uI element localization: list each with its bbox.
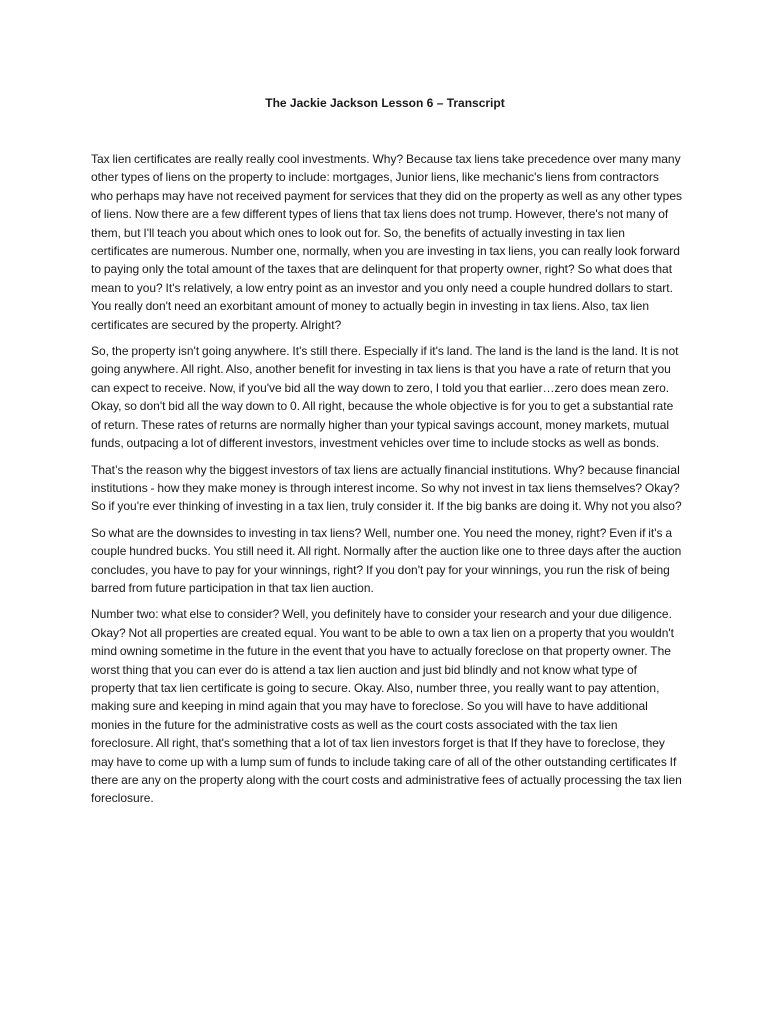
paragraph-1: Tax lien certificates are really really cool investments. Why? Because tax liens take precedence over many many other types of liens on the property to include: mortgages, Junior liens, like mechanic's liens from contractors who perhaps may have not received payment for services that they did on the property as well as any other types of liens. Now there are a few different types of liens that tax liens does not trump. However, there's not many of them, but I'll teach you about which ones to look out for. So, the benefits of actually investing in tax lien certificates are numerous. Number one, normally, when you are investing in tax liens, you can really look forward to paying only the total amount of the taxes that are delinquent for that property owner, right? So what does that mean to you? It's relatively, a low entry point as an investor and you only need a couple hundred dollars to start. You really don't need an exorbitant amount of money to actually begin in investing in tax liens. Also, tax lien certificates are secured by the property. Alright?	[91, 152, 682, 332]
paragraph-2: So, the property isn't going anywhere. It's still there. Especially if it's land. The land is the land is the land. It is not going anywhere. All right. Also, another benefit for investing in tax liens is that you have a rate of return that you can expect to receive. Now, if you've bid all the way down to zero, I told you that earlier…zero does mean zero. Okay, so don't bid all the way down to 0. All right, because the whole objective is for you to get a substantial rate of return. These rates of returns are normally higher than your typical savings account, money markets, mutual funds, outpacing a lot of different investors, investment vehicles over time to include stocks as well as bonds.	[91, 344, 679, 451]
paragraph-3: That’s the reason why the biggest investors of tax liens are actually financial institutions. Why? because financial institutions - how they make money is through interest income. So why not invest in tax liens themselves? Okay? So if you're ever thinking of investing in a tax lien, truly consider it. If the big banks are doing it. Why not you also?	[91, 462, 682, 514]
document-title: The Jackie Jackson Lesson 6 – Transcript	[265, 96, 505, 110]
document-body	[91, 150, 683, 816]
paragraph-4: So what are the downsides to investing in tax liens? Well, number one. You need the money, right? Even if it's a couple hundred bucks. You still need it. All right. Normally after the auction like one to three days after the auction concludes, you have to pay for your winnings, right? If you don't pay for your winnings, you run the risk of being barred from future participation in that tax lien auction.	[91, 525, 682, 595]
paragraph-5: Number two: what else to consider? Well, you definitely have to consider your research and your due diligence. Okay? Not all properties are created equal. You want to be able to own a tax lien on a property that you wouldn't mind owning sometime in the future in the event that you have to actually foreclose on that property owner. The worst thing that you can ever do is attend a tax lien auction and just bid blindly and not know what type of property that tax lien certificate is going to secure. Okay. Also, number three, you really want to pay attention, making sure and keeping in mind again that you may have to foreclose. So you will have to have additional monies in the future for the administrative costs as well as the court costs associated with the tax lien foreclosure. All right, that's something that a lot of tax lien investors forget is that If they have to foreclose, they may have to come up with a lump sum of funds to include taking care of all of the other outstanding certificates If there are any on the property along with the court costs and administrative fees of actually processing the tax lien foreclosure.	[91, 607, 682, 806]
